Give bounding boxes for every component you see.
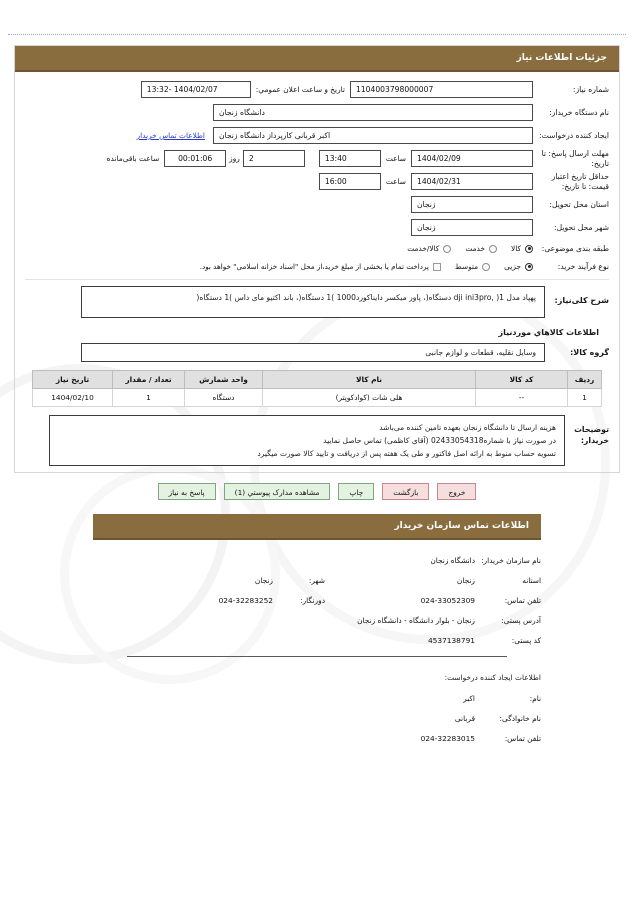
row-creator-first-name [93, 694, 541, 703]
deadline-label: مهلت ارسال پاسخ: تا تاریخ: [541, 149, 609, 168]
contact-org-label: نام سازمان خریدار: [481, 556, 541, 566]
table-row [33, 389, 602, 407]
buyer-contact-panel [0, 514, 634, 758]
remaining-days-field[interactable]: 2 [243, 150, 305, 167]
row-creator-last-name [93, 714, 541, 723]
row-goods-group [25, 343, 609, 362]
delivery-city-field[interactable]: زنجان [411, 219, 533, 236]
validity-time-label: ساعت [385, 177, 406, 186]
creator-label: ایجاد کننده درخواست: [539, 130, 609, 140]
need-number-field[interactable]: 1104003798000007 [350, 81, 533, 98]
buyer-contact-link[interactable]: اطلاعات تماس خریدار [136, 131, 205, 140]
need-summary-text[interactable]: پهپاد مدل dji ini3pro, )1 دستگاه(، پاور میکسر دایناکورد1000 )1 دستگاه(، باند اکتیو مای داس )1 دستگاه( [81, 286, 545, 318]
contact-city-value: زنجان [254, 576, 273, 586]
category-label: طبقه بندی موضوعی: [541, 243, 609, 253]
row-need-number [25, 80, 609, 99]
announce-label: تاریخ و ساعت اعلان عمومي: [255, 85, 345, 94]
row-contact-org [93, 556, 541, 565]
goods-group-label: گروه کالا: [570, 348, 609, 357]
col-item-code: کد کالا [476, 371, 568, 389]
row-contact-location [93, 576, 541, 585]
view-attachments-button[interactable]: مشاهده مدارک پیوستي (1) [224, 483, 331, 500]
cell-item-code: -- [476, 389, 568, 407]
creator-phone-value: 024-32283015 [420, 734, 475, 744]
validity-date-field[interactable]: 1404/02/31 [411, 173, 533, 190]
form-separator [25, 279, 609, 280]
cell-item-name: هلی شات (کوادکوپتر) [263, 389, 476, 407]
radio-icon[interactable] [443, 245, 451, 253]
radio-icon[interactable] [482, 263, 490, 271]
cell-row-number: 1 [568, 389, 602, 407]
process-option-label: متوسط [454, 262, 479, 271]
creator-section-title: اطلاعات ایجاد کننده درخواست: [444, 673, 541, 683]
row-delivery-province [25, 195, 609, 214]
category-option-khedmat[interactable] [465, 244, 497, 253]
process-option-label: جزیی [504, 262, 521, 271]
cell-need-date: 1404/02/10 [33, 389, 113, 407]
col-item-name: نام کالا [263, 371, 476, 389]
need-summary-label: شرح کلی‌نیاز: [554, 296, 609, 305]
category-option-kala[interactable] [511, 244, 533, 253]
creator-first-name-value: اکبر [463, 694, 475, 704]
buyer-notes-line: در صورت نیاز با شماره02433054318 (آقای کاظمی) تماس حاصل نمایید [323, 436, 556, 446]
radio-selected-icon[interactable] [525, 245, 533, 253]
table-header-row [33, 371, 602, 389]
creator-phone-label: تلفن تماس: [504, 734, 541, 744]
need-form [15, 72, 619, 472]
creator-last-name-label: نام خانوادگی: [499, 714, 541, 724]
goods-section-title: اطلاعات کالاهاي موردنیاز [498, 328, 599, 337]
contact-address-label: آدرس پستی: [501, 616, 541, 626]
col-quantity: تعداد / مقدار [113, 371, 185, 389]
remaining-time-field: 00:01:06 [164, 150, 226, 167]
contact-fax-label: دورنگار: [300, 596, 325, 606]
back-button[interactable]: بازگشت [382, 483, 429, 500]
buyer-notes-line: هزینه ارسال تا دانشگاه زنجان بعهده تامین کننده می‌باشد [379, 423, 556, 432]
buyer-contact-header: اطلاعات تماس سازمان خریدار [93, 514, 541, 540]
buyer-notes-line: تسویه حساب منوط به ارائه اصل فاکتور و طی یک هفته پس از دریافت و تایید کالا صورت میگیرد [257, 449, 556, 459]
creator-last-name-value: قربانی [454, 714, 475, 724]
treasury-bonds-label: پرداخت تمام یا بخشی از مبلغ خرید،از محل "اسناد خزانه اسلامی" خواهد بود. [199, 262, 429, 271]
row-need-summary [25, 286, 609, 318]
row-creator [25, 126, 609, 145]
contact-fax-value: 024-32283252 [218, 596, 273, 606]
buyer-notes-box [49, 415, 565, 466]
validity-time-field[interactable]: 16:00 [319, 173, 381, 190]
buyer-org-field[interactable]: دانشگاه زنجان [213, 104, 533, 121]
col-need-date: تاریخ نیاز [33, 371, 113, 389]
contact-org-value: دانشگاه زنجان [430, 556, 475, 566]
top-divider [8, 34, 626, 35]
print-button[interactable]: چاپ [338, 483, 374, 500]
delivery-province-label: استان محل تحویل: [549, 199, 609, 209]
row-process-type [25, 259, 609, 274]
deadline-time-label: ساعت [385, 154, 406, 163]
row-contact-postal [93, 636, 541, 645]
row-delivery-city [25, 218, 609, 237]
contact-address-value: زنجان - بلوار دانشگاه - دانشگاه زنجان [357, 616, 475, 626]
delivery-province-field[interactable]: زنجان [411, 196, 533, 213]
buyer-contact-body [93, 540, 541, 758]
row-creator-phone [93, 734, 541, 743]
contact-divider-holder [93, 656, 541, 657]
deadline-time-field[interactable]: 13:40 [319, 150, 381, 167]
process-option-jozii[interactable] [504, 262, 533, 271]
action-button-bar [0, 483, 634, 500]
buyer-org-label: نام دستگاه خریدار: [549, 107, 609, 117]
goods-table [32, 370, 602, 407]
need-details-panel [14, 45, 620, 473]
remaining-time-label: ساعت باقی‌مانده [106, 154, 160, 163]
contact-postal-value: 4537138791 [427, 636, 475, 646]
creator-field[interactable]: اکبر قربانی کارپرداز دانشگاه زنجان [213, 127, 533, 144]
validity-label: حداقل تاریخ اعتبار قیمت: تا تاریخ: [551, 172, 609, 191]
process-type-label: نوع فرآیند خرید: [557, 261, 609, 271]
radio-selected-icon[interactable] [525, 263, 533, 271]
radio-icon[interactable] [489, 245, 497, 253]
cell-unit: دستگاه [185, 389, 263, 407]
row-buyer-org [25, 103, 609, 122]
need-details-header: جزئیات اطلاعات نیاز [15, 46, 619, 72]
contact-phone-value: 024-33052309 [420, 596, 475, 606]
respond-to-need-button[interactable]: پاسخ به نیاز [158, 483, 216, 500]
row-deadline [25, 149, 609, 168]
treasury-bonds-checkbox[interactable] [200, 262, 441, 271]
need-number-label: شماره نیاز: [572, 84, 609, 94]
category-option-label: خدمت [465, 244, 485, 253]
row-category [25, 241, 609, 256]
page-root [0, 34, 634, 906]
creator-first-name-label: نام: [529, 694, 541, 704]
process-option-motevaset[interactable] [455, 262, 490, 271]
announce-datetime-field[interactable]: 1404/02/07 -13:32 [141, 81, 251, 98]
contact-phone-label: تلفن تماس: [504, 596, 541, 606]
cell-quantity: 1 [113, 389, 185, 407]
contact-city-label: شهر: [308, 576, 325, 586]
row-price-validity [25, 172, 609, 191]
contact-divider [127, 656, 507, 657]
deadline-date-field[interactable]: 1404/02/09 [411, 150, 533, 167]
row-buyer-notes [25, 415, 609, 466]
category-option-label: کالا/خدمت [407, 244, 440, 253]
row-contact-address [93, 616, 541, 625]
checkbox-icon[interactable] [433, 263, 441, 271]
col-unit: واحد شمارش [185, 371, 263, 389]
goods-group-field[interactable]: وسایل نقلیه، قطعات و لوازم جانبی [81, 343, 545, 362]
contact-province-value: زنجان [456, 576, 475, 586]
exit-button[interactable]: خروج [437, 483, 476, 500]
contact-postal-label: کد پستی: [511, 636, 541, 646]
delivery-city-label: شهر محل تحویل: [554, 222, 609, 232]
days-unit-label: روز [229, 154, 240, 163]
category-option-kala-khedmat[interactable] [407, 244, 451, 253]
buyer-notes-label: توضیحات خریدار: [574, 425, 609, 445]
contact-province-label: استانه [522, 576, 541, 586]
col-row-number: ردیف [568, 371, 602, 389]
row-contact-phone [93, 596, 541, 605]
category-option-label: کالا [511, 244, 521, 253]
